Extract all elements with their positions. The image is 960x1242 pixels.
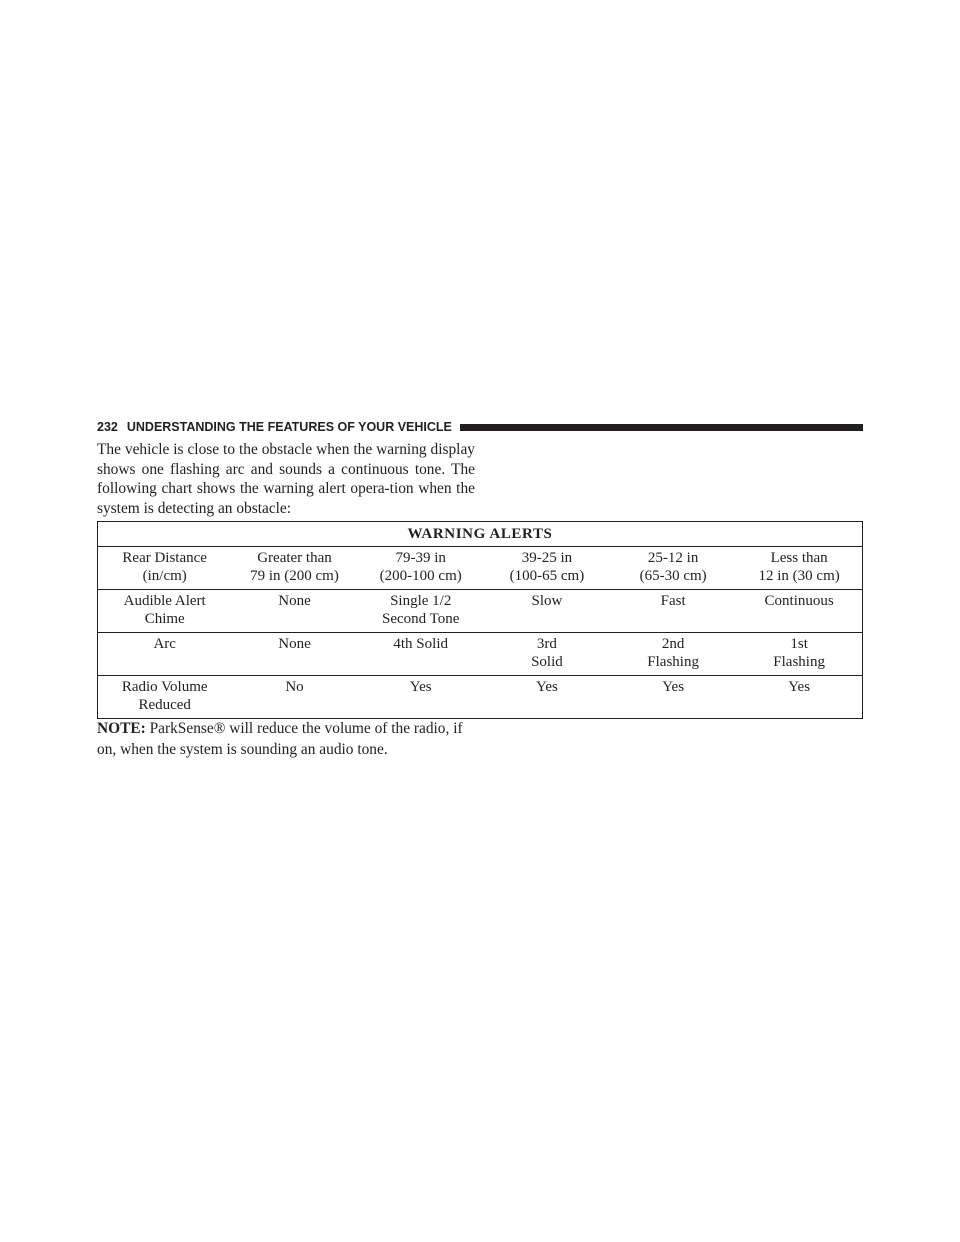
cell-text: (65-30 cm) <box>639 568 707 584</box>
cell-text: 4th Solid <box>393 635 448 652</box>
cell-text: (100-65 cm) <box>509 568 585 584</box>
table-cell <box>358 632 484 675</box>
cell-text: Arc <box>153 635 176 652</box>
table-cell <box>736 675 862 718</box>
cell-text: 12 in (30 cm) <box>758 568 840 584</box>
table-cell <box>358 546 484 589</box>
cell-text: (200-100 cm) <box>379 568 462 584</box>
table-cell <box>358 675 484 718</box>
row-label-cell <box>98 675 232 718</box>
row-label-cell <box>98 589 232 632</box>
table-cell <box>231 589 357 632</box>
cell-text: Greater than <box>257 549 332 566</box>
cell-text: 2nd <box>661 635 685 652</box>
note-text: ParkSense® will reduce the volume of the radio, if on, when the system is sounding an audio tone. <box>97 720 463 758</box>
table-cell <box>484 675 610 718</box>
table-cell <box>231 675 357 718</box>
cell-text: 25-12 in <box>647 549 699 566</box>
table-cell <box>484 632 610 675</box>
page-number: 232 <box>97 420 118 434</box>
table-cell <box>610 546 736 589</box>
note-paragraph <box>97 718 477 760</box>
cell-text: Chime <box>144 611 185 627</box>
table-title: WARNING ALERTS <box>98 522 863 547</box>
table-cell <box>736 546 862 589</box>
cell-text: Radio Volume <box>121 678 208 695</box>
cell-text: Single 1/2 <box>390 592 452 609</box>
cell-text: Flashing <box>647 654 699 670</box>
cell-text: 79 in (200 cm) <box>250 568 339 584</box>
table-body <box>98 546 863 718</box>
cell-text: 39-25 in <box>521 549 573 566</box>
cell-text: 3rd <box>536 635 557 652</box>
cell-text: Yes <box>662 678 685 695</box>
table-title-row <box>98 522 863 547</box>
table-cell <box>231 546 357 589</box>
row-label-cell <box>98 632 232 675</box>
cell-text: 79-39 in <box>395 549 446 566</box>
cell-text: 1st <box>790 635 808 652</box>
cell-text: Rear Distance <box>122 549 207 566</box>
cell-text: Yes <box>788 678 811 695</box>
table-row <box>98 675 863 718</box>
intro-paragraph: The vehicle is close to the obstacle when the warning display shows one flashing arc and sounds a continuous tone. The following chart shows the warning alert opera-tion when the system is detecting an obstacle: <box>97 441 475 517</box>
warning-alerts-table <box>97 521 863 719</box>
table-cell <box>610 632 736 675</box>
cell-text: Continuous <box>764 592 834 609</box>
table-row <box>98 546 863 589</box>
page-header <box>97 418 863 436</box>
table-cell <box>736 589 862 632</box>
header-rule <box>460 424 863 431</box>
cell-text: Second Tone <box>381 611 460 627</box>
cell-text: Solid <box>531 654 563 670</box>
table-cell <box>231 632 357 675</box>
cell-text: Reduced <box>138 697 191 713</box>
cell-text: Less than <box>770 549 828 566</box>
cell-text: None <box>278 635 311 652</box>
table-cell <box>610 589 736 632</box>
cell-text: Yes <box>409 678 432 695</box>
cell-text: Flashing <box>773 654 825 670</box>
section-title: UNDERSTANDING THE FEATURES OF YOUR VEHICLE <box>126 420 452 434</box>
cell-text: Yes <box>536 678 558 695</box>
cell-text: (in/cm) <box>142 568 187 584</box>
cell-text: Audible Alert <box>123 592 206 609</box>
note-label: NOTE: <box>97 720 146 737</box>
table-cell <box>736 632 862 675</box>
cell-text: Slow <box>531 592 563 609</box>
cell-text: Fast <box>660 592 686 609</box>
table-row <box>98 632 863 675</box>
table-cell <box>610 675 736 718</box>
table-cell <box>484 546 610 589</box>
table-cell <box>358 589 484 632</box>
row-label-cell <box>98 546 232 589</box>
table-row <box>98 589 863 632</box>
table-cell <box>484 589 610 632</box>
cell-text: None <box>278 592 311 609</box>
cell-text: No <box>285 678 304 695</box>
